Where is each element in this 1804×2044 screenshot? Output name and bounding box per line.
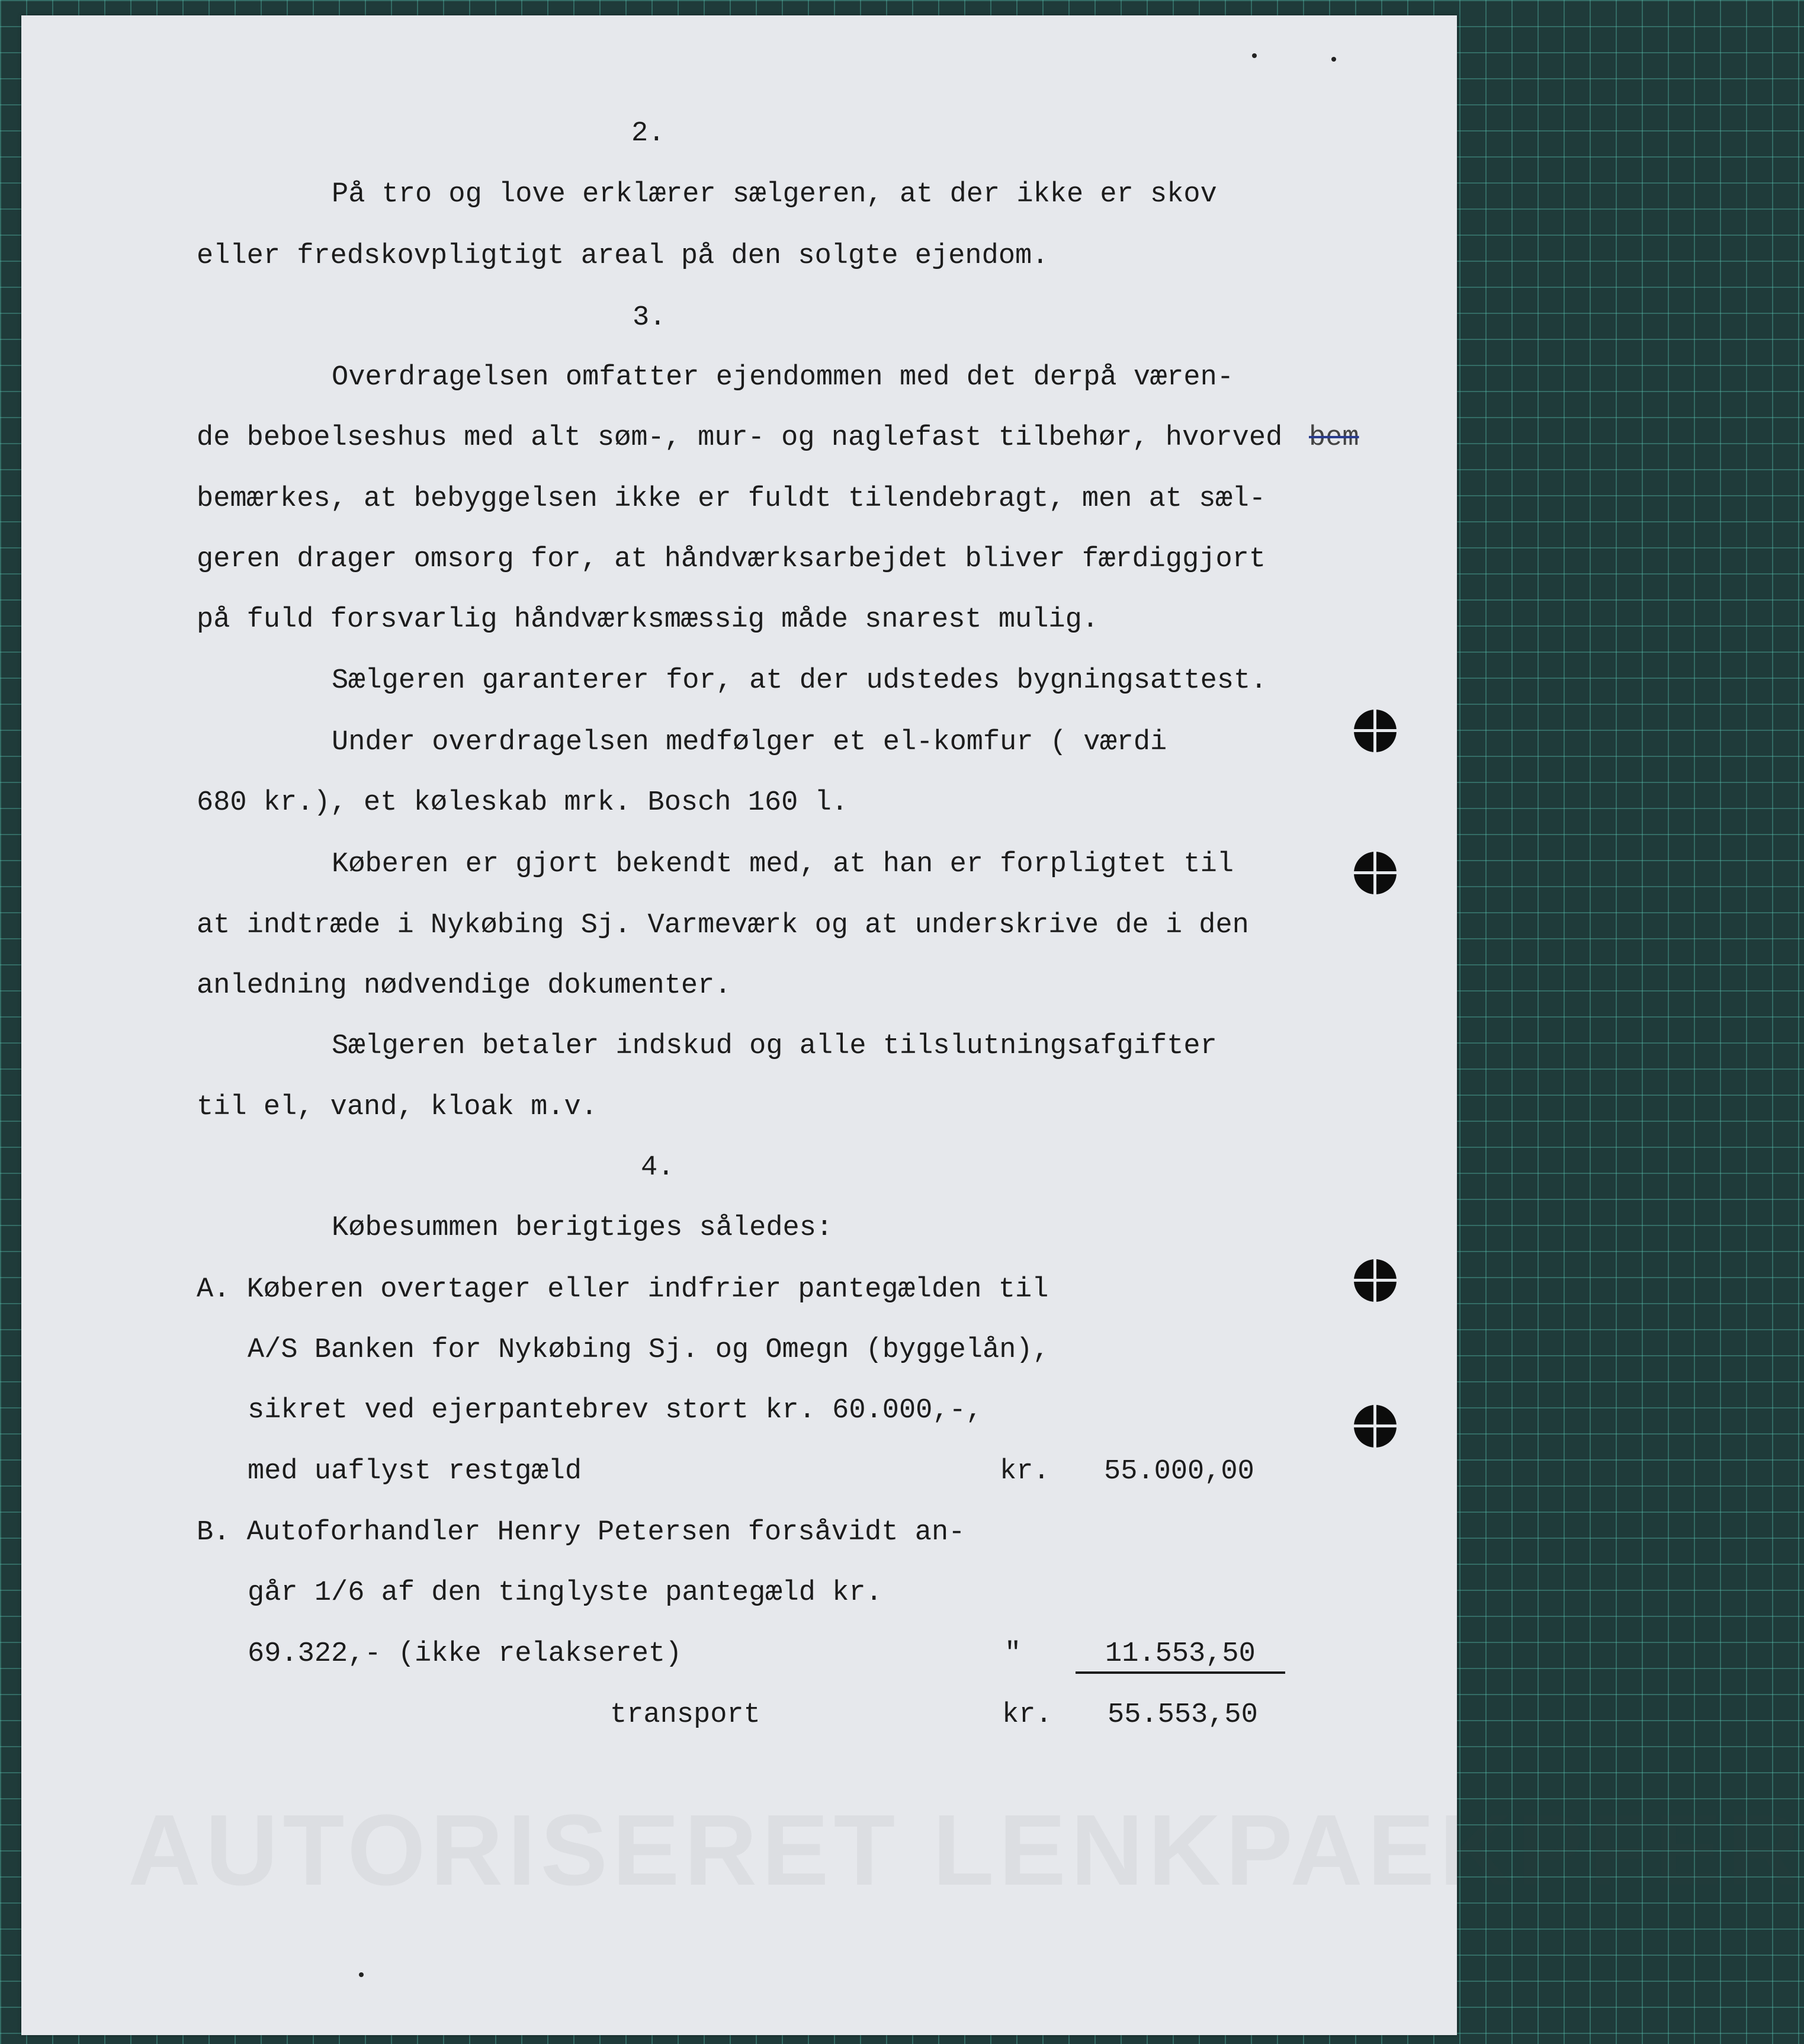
text-line: at indtræde i Nykøbing Sj. Varmeværk og at underskrive de i den — [197, 910, 1249, 941]
punch-hole — [1354, 852, 1397, 894]
paper-speck — [1331, 57, 1336, 62]
text-line: Under overdragelsen medfølger et el-komfur ( værdi — [332, 727, 1167, 758]
text-line: Købesummen berigtiges således: — [332, 1212, 833, 1244]
punch-hole — [1354, 1259, 1397, 1302]
section-number-3: 3. — [633, 302, 666, 333]
text-line: anledning nødvendige dokumenter. — [197, 970, 731, 1002]
amount-a: 55.000,00 — [1104, 1456, 1254, 1487]
text-line: På tro og love erklærer sælgeren, at der ikke er skov — [332, 179, 1217, 210]
currency-label: kr. — [1000, 1456, 1050, 1487]
struck-out-word: bem — [1309, 422, 1359, 454]
text-line: 680 kr.), et køleskab mrk. Bosch 160 l. — [197, 787, 848, 819]
section-number-2: 2. — [631, 118, 665, 149]
transport-label: transport — [610, 1699, 760, 1731]
item-b-line: B. Autoforhandler Henry Petersen forsåvidt an- — [197, 1517, 965, 1548]
text-line: de beboelseshus med alt søm-, mur- og naglefast tilbehør, hvorved — [197, 422, 1283, 454]
item-b-line: 69.322,- (ikke relakseret) — [248, 1638, 682, 1670]
item-a-line: A/S Banken for Nykøbing Sj. og Omegn (byggelån), — [248, 1334, 1049, 1366]
paper-speck — [359, 1972, 364, 1977]
transport-total: 55.553,50 — [1108, 1699, 1258, 1731]
paper-speck — [1252, 53, 1257, 58]
text-line: geren drager omsorg for, at håndværksarbejdet bliver færdiggjort — [197, 544, 1266, 575]
section-number-4: 4. — [641, 1152, 675, 1183]
text-line: Sælgeren betaler indskud og alle tilslutningsafgifter — [332, 1031, 1217, 1062]
item-b-line: går 1/6 af den tinglyste pantegæld kr. — [248, 1577, 882, 1609]
amount-b: 11.553,50 — [1076, 1640, 1285, 1674]
text-line: til el, vand, kloak m.v. — [197, 1092, 598, 1123]
document-page — [21, 15, 1804, 2035]
bleed-through-stamp: AUTORISERET LENKPAEKPFER — [128, 1794, 1804, 1907]
item-a-line: A. Køberen overtager eller indfrier pantegælden til — [197, 1274, 1049, 1305]
text-line: Overdragelsen omfatter ejendommen med det derpå væren- — [332, 362, 1234, 393]
punch-hole — [1354, 710, 1397, 752]
text-line: eller fredskovpligtigt areal på den solgte ejendom. — [197, 240, 1049, 272]
item-a-line: sikret ved ejerpantebrev stort kr. 60.000,-, — [248, 1395, 983, 1426]
text-line: Sælgeren garanterer for, at der udstedes bygningsattest. — [332, 665, 1267, 697]
text-line: på fuld forsvarlig håndværksmæssig måde snarest mulig. — [197, 604, 1099, 636]
text-line: Køberen er gjort bekendt med, at han er forpligtet til — [332, 849, 1234, 880]
item-a-line: med uaflyst restgæld — [248, 1456, 582, 1487]
currency-label: kr. — [1002, 1699, 1052, 1731]
punch-hole — [1354, 1405, 1397, 1448]
ditto-mark: " — [1004, 1638, 1022, 1670]
text-line: bemærkes, at bebyggelsen ikke er fuldt tilendebragt, men at sæl- — [197, 483, 1266, 515]
